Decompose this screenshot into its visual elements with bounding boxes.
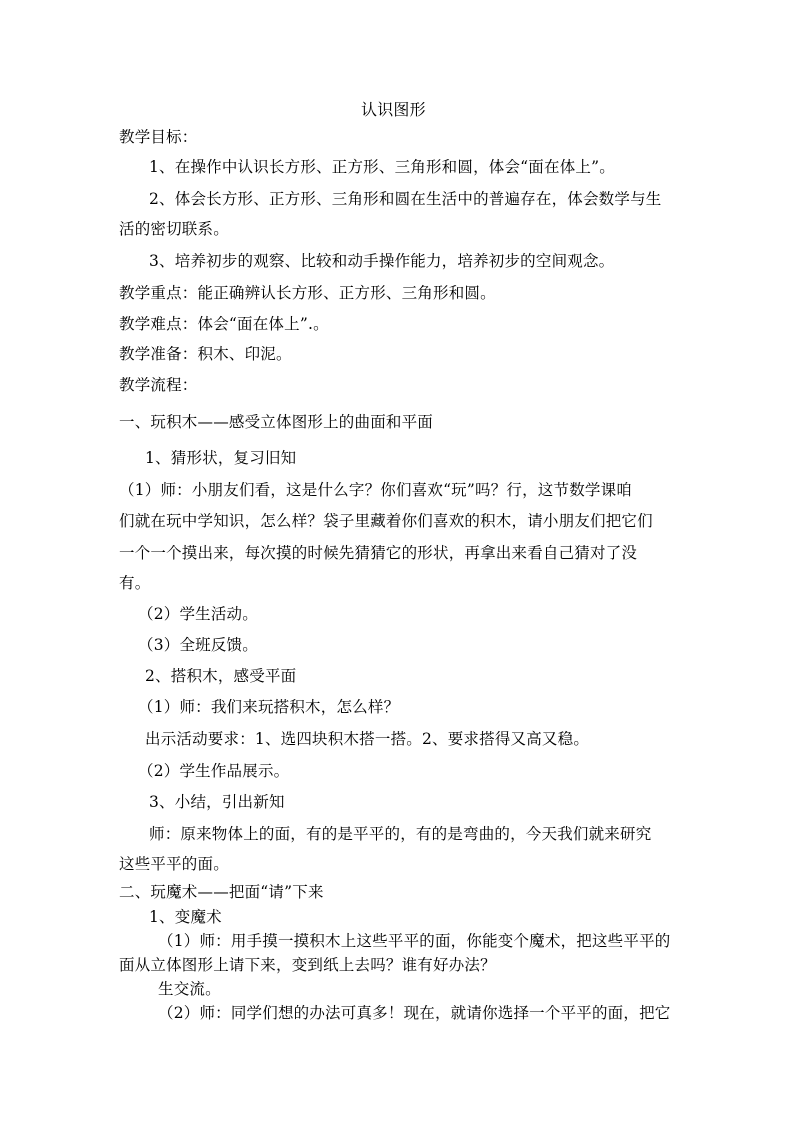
paragraph-line: （1）师：我们来玩搭积木，怎么样？: [138, 698, 400, 716]
paragraph-line: 们就在玩中学知识，怎么样？袋子里藏着你们喜欢的积木，请小朋友们把它们: [119, 512, 653, 530]
section-heading: 教学重点：能正确辨认长方形、正方形、三角形和圆。: [119, 284, 496, 302]
paragraph-line: 师：原来物体上的面，有的是平平的，有的是弯曲的，今天我们就来研究: [149, 825, 652, 843]
paragraph-line: （2）学生作品展示。: [138, 762, 290, 780]
paragraph-line: （2）学生活动。: [138, 605, 258, 623]
section-heading: 教学准备：积木、印泥。: [119, 345, 292, 363]
section-heading: 教学流程：: [119, 376, 198, 394]
subsection-heading: 3、小结，引出新知: [149, 793, 285, 811]
paragraph-line: 生交流。: [158, 980, 221, 998]
paragraph-line: 2、体会长方形、正方形、三角形和圆在生活中的普遍存在，体会数学与生: [149, 190, 662, 208]
paragraph-line: 这些平平的面。: [119, 855, 229, 873]
paragraph-line: （1）师：小朋友们看，这是什么字？你们喜欢“玩”吗？行，这节数学课咱: [119, 481, 633, 499]
subsection-heading: 2、搭积木，感受平面: [145, 667, 297, 685]
paragraph-line: 出示活动要求：1、选四块积木搭一搭。2、要求搭得又高又稳。: [145, 730, 590, 748]
section-heading: 教学难点：体会“面在体上”.。: [119, 315, 329, 333]
paragraph-line: 活的密切联系。: [119, 220, 229, 238]
section-heading: 教学目标：: [119, 128, 198, 146]
subsection-heading: 1、变魔术: [149, 908, 222, 926]
paragraph-line: （1）师：用手摸一摸积木上这些平平的面，你能变个魔术，把这些平平的: [158, 932, 671, 950]
paragraph-line: （3）全班反馈。: [138, 636, 258, 654]
paragraph-line: 面从立体图形上请下来，变到纸上去吗？谁有好办法？: [119, 956, 496, 974]
section-heading: 一、玩积木——感受立体图形上的曲面和平面: [119, 413, 434, 431]
section-heading: 二、玩魔术——把面“请”下来: [119, 883, 324, 901]
subsection-heading: 1、猜形状，复习旧知: [145, 449, 297, 467]
paragraph-line: 3、培养初步的观察、比较和动手操作能力，培养初步的空间观念。: [149, 252, 615, 270]
paragraph-line: （2）师：同学们想的办法可真多！现在，就请你选择一个平平的面，把它: [158, 1004, 671, 1022]
paragraph-line: 有。: [119, 574, 151, 592]
paragraph-line: 1、在操作中认识长方形、正方形、三角形和圆，体会“面在体上”。: [149, 158, 615, 176]
paragraph-line: 一个一个摸出来，每次摸的时候先猜猜它的形状，再拿出来看自己猜对了没: [119, 544, 638, 562]
document-title: 认识图形: [361, 100, 426, 119]
